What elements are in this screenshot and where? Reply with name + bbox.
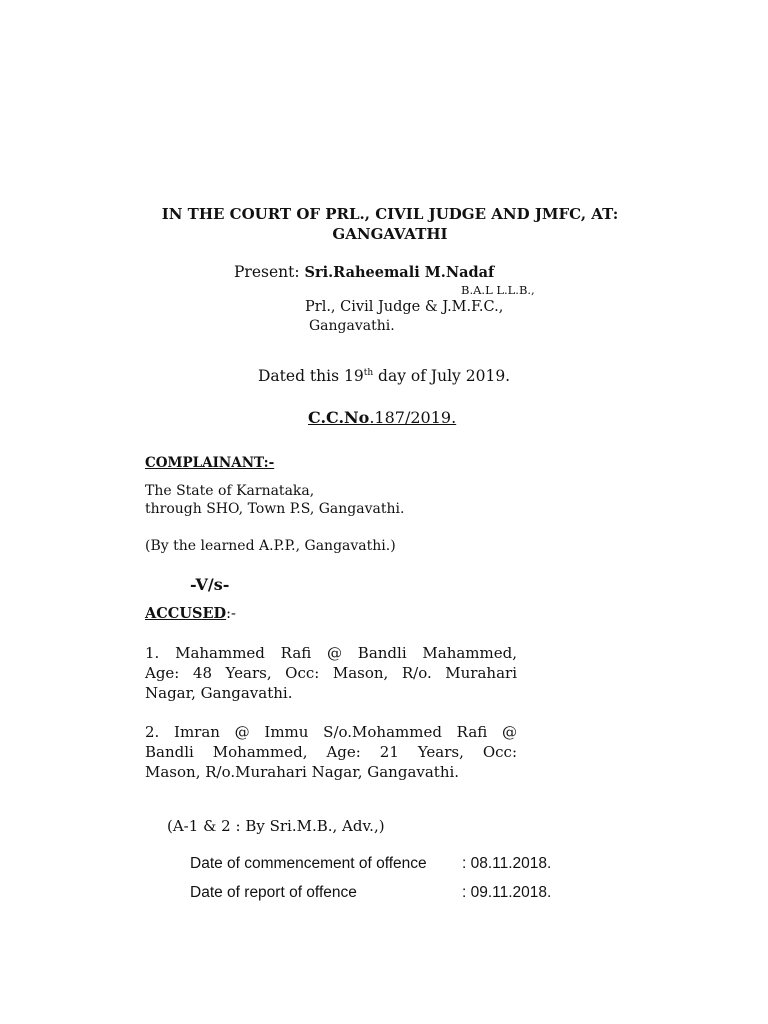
accused-heading-suffix: :- — [226, 606, 236, 622]
complainant-line-2: through SHO, Town P.S, Gangavathi. — [145, 501, 405, 517]
date-report-row — [190, 884, 551, 902]
judge-designation: Prl., Civil Judge & J.M.F.C., — [305, 299, 504, 315]
complainant-counsel: (By the learned A.P.P., Gangavathi.) — [145, 538, 396, 554]
present-line — [234, 263, 494, 281]
present-label: Present: — [234, 263, 300, 281]
accused-1-line-2: Age: 48 Years, Occ: Mason, R/o. Murahari — [145, 664, 517, 682]
dated-line — [258, 367, 510, 385]
accused-heading-text: ACCUSED — [145, 605, 227, 622]
dated-ordinal: th — [363, 367, 374, 378]
accused-advocate: (A-1 & 2 : By Sri.M.B., Adv.,) — [167, 817, 385, 835]
judge-degree: B.A.L L.L.B., — [461, 283, 535, 297]
complainant-heading: COMPLAINANT:- — [145, 455, 275, 471]
accused-2-line-3: Mason, R/o.Murahari Nagar, Gangavathi. — [145, 763, 460, 781]
accused-heading — [145, 605, 236, 622]
case-number: .187/2019. — [369, 408, 457, 427]
accused-1 — [145, 643, 517, 703]
case-label: C.C.No — [308, 408, 370, 427]
versus-label: -V/s- — [190, 575, 230, 594]
dated-prefix: Dated this 19 — [258, 367, 364, 385]
accused-2 — [145, 722, 517, 782]
accused-1-line-3: Nagar, Gangavathi. — [145, 684, 293, 702]
date-report-label: Date of report of offence — [190, 884, 357, 901]
accused-1-line-1: 1. Mahammed Rafi @ Bandli Mahammed, — [145, 644, 517, 662]
date-commencement-row — [190, 855, 551, 873]
date-commencement-label: Date of commencement of offence — [190, 855, 427, 872]
accused-2-line-1: 2. Imran @ Immu S/o.Mohammed Rafi @ — [145, 723, 517, 741]
court-title — [140, 204, 640, 244]
case-number-line — [308, 408, 456, 427]
date-report-value: : 09.11.2018. — [462, 884, 552, 901]
court-title-line-1: IN THE COURT OF PRL., CIVIL JUDGE AND JMFC, AT: — [161, 205, 619, 223]
accused-2-line-2: Bandli Mohammed, Age: 21 Years, Occ: — [145, 743, 517, 761]
complainant-line-1: The State of Karnataka, — [145, 483, 315, 499]
date-commencement-value: : 08.11.2018. — [462, 855, 552, 872]
dated-suffix: day of July 2019. — [373, 367, 511, 385]
judge-name: Sri.Raheemali M.Nadaf — [304, 264, 495, 281]
court-title-line-2: GANGAVATHI — [332, 225, 448, 243]
judge-place: Gangavathi. — [309, 318, 395, 334]
